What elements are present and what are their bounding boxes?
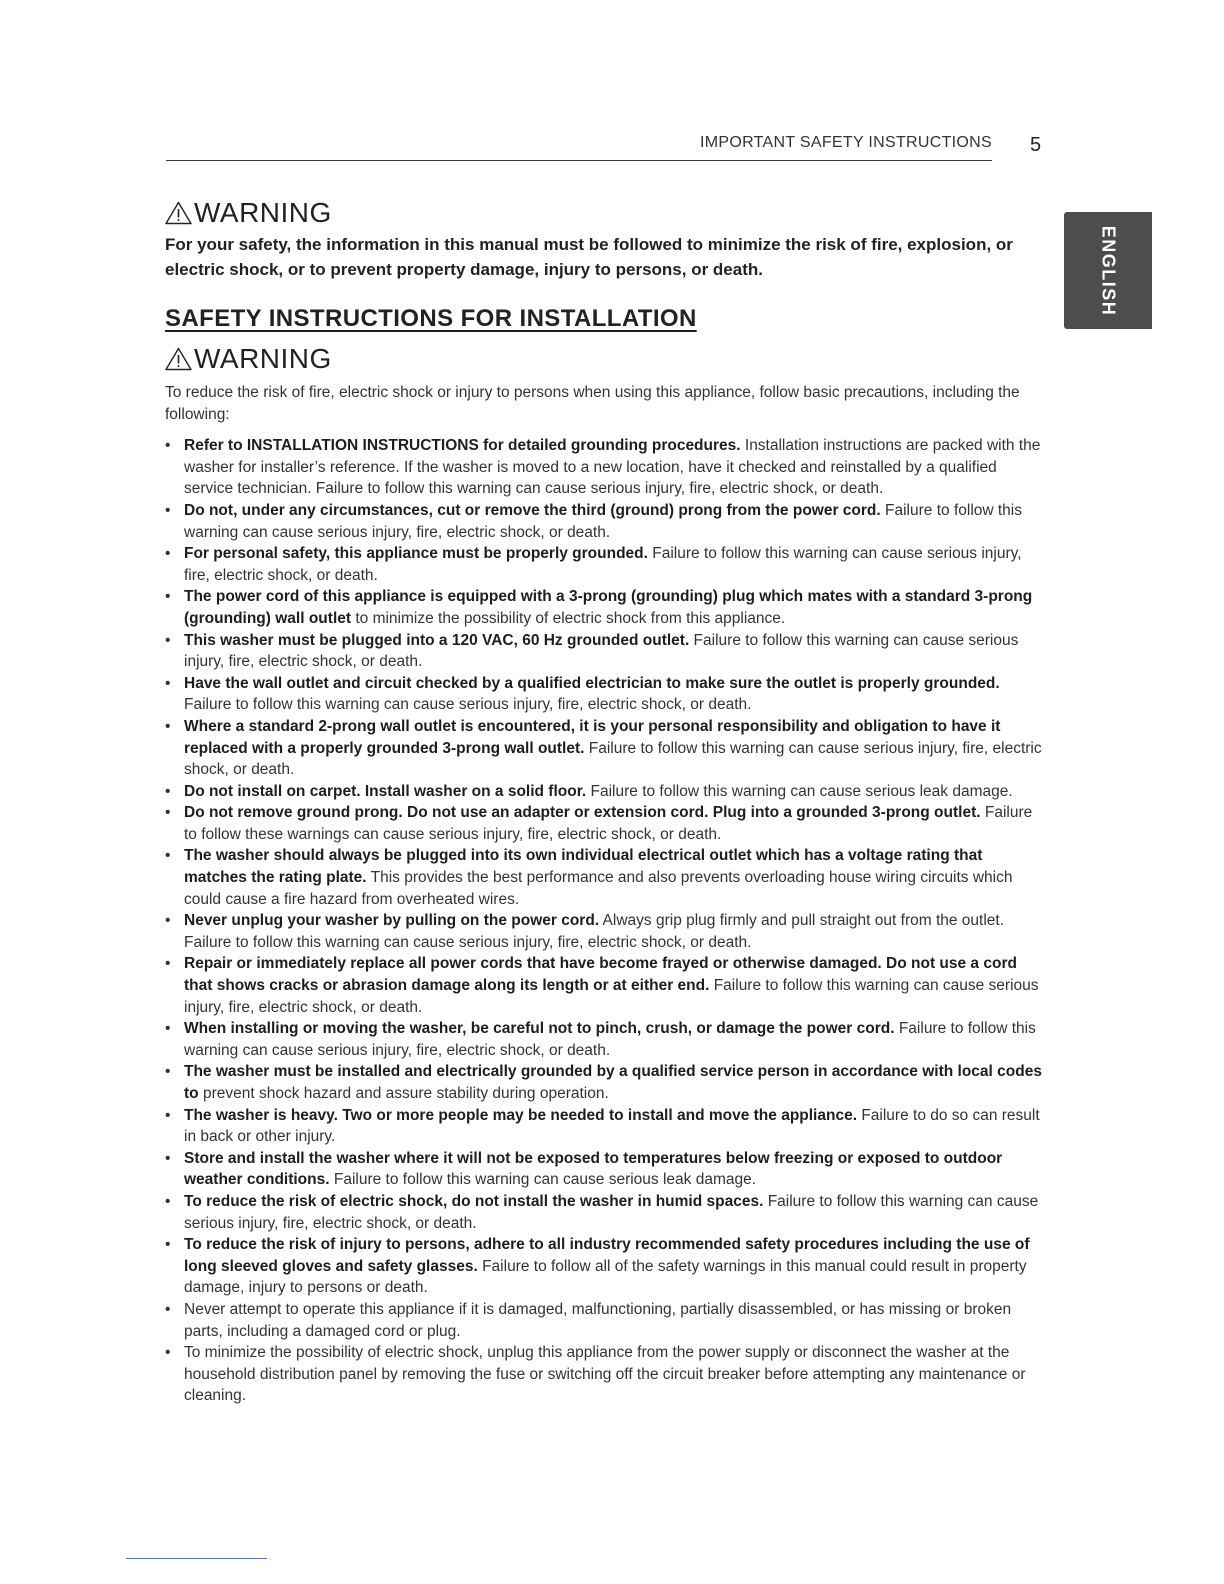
item-text: Failure to do so can result in back or other injury. bbox=[184, 1106, 1040, 1146]
list-item bbox=[165, 1342, 1045, 1407]
list-item bbox=[165, 1191, 1045, 1234]
list-item bbox=[165, 673, 1045, 716]
list-item bbox=[165, 1018, 1045, 1061]
item-text: Failure to follow this warning can cause serious leak damage. bbox=[586, 782, 1013, 800]
item-bold: Repair or immediately replace all power cords that have become frayed or otherwise damaged. Do not use a cord that shows cracks or abrasion damage along its length or at either end. bbox=[184, 955, 1017, 995]
page-number: 5 bbox=[1030, 134, 1042, 156]
list-item bbox=[165, 1234, 1045, 1299]
item-text: Failure to follow this warning can cause serious injury, fire, electric shock, or death. bbox=[184, 545, 1022, 584]
item-bold: For personal safety, this appliance must be properly grounded. bbox=[184, 545, 648, 563]
header-title: IMPORTANT SAFETY INSTRUCTIONS bbox=[700, 134, 992, 151]
list-item bbox=[165, 953, 1045, 1018]
item-bold: To reduce the risk of electric shock, do not install the washer in humid spaces. bbox=[184, 1192, 764, 1210]
main-content bbox=[165, 196, 1045, 1407]
item-bold: Do not, under any circumstances, cut or remove the third (ground) prong from the power cord. bbox=[184, 501, 881, 519]
safety-list bbox=[165, 435, 1045, 1407]
item-bold: Do not install on carpet. Install washer on a solid floor. bbox=[184, 782, 587, 800]
list-item bbox=[165, 1299, 1045, 1342]
item-text: Never attempt to operate this appliance if it is damaged, malfunctioning, partially disassembled, or has missing or broken parts, including a damaged cord or plug. bbox=[184, 1300, 1012, 1340]
warning-heading-install bbox=[165, 342, 1045, 376]
list-item bbox=[165, 586, 1045, 629]
section-title: SAFETY INSTRUCTIONS FOR INSTALLATION bbox=[165, 305, 697, 332]
warning-intro: To reduce the risk of fire, electric shock or injury to persons when using this appliance, follow basic precautions, including the following: bbox=[165, 384, 1020, 423]
item-text: Failure to follow all of the safety warnings in this manual could result in property damage, injury to persons or death. bbox=[184, 1257, 1027, 1297]
list-item bbox=[165, 781, 1045, 803]
item-text: Failure to follow this warning can cause serious leak damage. bbox=[329, 1171, 757, 1189]
list-item bbox=[165, 500, 1045, 543]
item-text: Failure to follow this warning can cause serious injury, fire, electric shock, or death. bbox=[184, 501, 1022, 541]
language-tab bbox=[1064, 212, 1152, 329]
item-bold: Store and install the washer where it will not be exposed to temperatures below freezing or exposed to outdoor weather conditions. bbox=[184, 1149, 1003, 1189]
item-bold: When installing or moving the washer, be careful not to pinch, crush, or damage the power cord. bbox=[184, 1020, 895, 1038]
item-bold: Where a standard 2-prong wall outlet is encountered, it is your personal responsibility and obligation to have it replaced with a properly grounded 3-prong wall outlet. bbox=[184, 717, 1001, 757]
page-header bbox=[166, 134, 992, 161]
item-bold: Refer to INSTALLATION INSTRUCTIONS for detailed grounding procedures. bbox=[184, 437, 741, 455]
item-text: Always grip plug firmly and pull straight out from the outlet. Failure to follow this warning can cause serious injury, fire, electric shock, or death. bbox=[184, 912, 1005, 951]
item-text: Failure to follow this warning can cause serious injury, fire, electric shock, or death. bbox=[184, 739, 1042, 779]
warning-text: For your safety, the information in this manual must be followed to minimize the risk of fire, explosion, or electric shock, or to prevent property damage, injury to persons, or death. bbox=[165, 235, 1013, 279]
item-bold: This washer must be plugged into a 120 VAC, 60 Hz grounded outlet. bbox=[184, 631, 690, 649]
warning-label: WARNING bbox=[194, 197, 332, 228]
list-item bbox=[165, 1105, 1045, 1148]
item-bold: The washer must be installed and electrically grounded by a qualified service person in accordance with local codes to bbox=[184, 1063, 1042, 1102]
list-item bbox=[165, 630, 1045, 673]
list-item bbox=[165, 1148, 1045, 1191]
list-item bbox=[165, 910, 1045, 953]
item-text: prevent shock hazard and assure stability during operation. bbox=[198, 1085, 609, 1102]
item-bold: The power cord of this appliance is equipped with a 3-prong (grounding) plug which mates with a standard 3-prong (grounding) wall outlet bbox=[184, 588, 1033, 627]
item-bold: Never unplug your washer by pulling on the power cord. bbox=[184, 912, 600, 930]
item-text: Failure to follow this warning can cause serious injury, fire, electric shock, or death. bbox=[184, 631, 1019, 671]
item-text: Failure to follow these warnings can cause serious injury, fire, electric shock, or death. bbox=[184, 804, 1033, 843]
warning-triangle-icon bbox=[165, 201, 192, 225]
item-bold: Have the wall outlet and circuit checked by a qualified electrician to make sure the outlet is properly grounded. bbox=[184, 674, 1000, 692]
item-text: Failure to follow this warning can cause serious injury, fire, electric shock, or death. bbox=[184, 696, 752, 714]
list-item bbox=[165, 802, 1045, 845]
item-text: Failure to follow this warning can cause serious injury, fire, electric shock, or death. bbox=[184, 977, 1039, 1016]
item-text: Failure to follow this warning can cause serious injury, fire, electric shock, or death. bbox=[184, 1020, 1036, 1059]
item-text: To minimize the possibility of electric shock, unplug this appliance from the power supply or disconnect the washer at the household distribution panel by removing the fuse or switching off the circuit breaker before attempting any maintenance or cleaning. bbox=[184, 1344, 1026, 1405]
item-bold: The washer should always be plugged into its own individual electrical outlet which has a voltage rating that matches the rating plate. bbox=[184, 847, 983, 887]
item-bold: To reduce the risk of injury to persons, adhere to all industry recommended safety procedures including the use of long sleeved gloves and safety glasses. bbox=[184, 1236, 1030, 1275]
item-text: Failure to follow this warning can cause serious injury, fire, electric shock, or death. bbox=[184, 1192, 1039, 1232]
list-item bbox=[165, 716, 1045, 781]
list-item bbox=[165, 543, 1045, 586]
footer-rule bbox=[126, 1558, 267, 1559]
list-item bbox=[165, 1061, 1045, 1104]
item-bold: The washer is heavy. Two or more people may be needed to install and move the appliance. bbox=[184, 1106, 858, 1124]
language-tab-label: ENGLISH bbox=[1098, 225, 1119, 316]
item-text: Installation instructions are packed with the washer for installer’s reference. If the washer is moved to a new location, have it checked and reinstalled by a qualified service technician. Failure to follow this warning can cause serious injury, fire, electric shock, or death. bbox=[184, 437, 1041, 498]
item-text: to minimize the possibility of electric shock from this appliance. bbox=[351, 609, 786, 627]
warning-label: WARNING bbox=[194, 343, 332, 374]
item-bold: Do not remove ground prong. Do not use an adapter or extension cord. Plug into a grounded 3-prong outlet. bbox=[184, 804, 981, 822]
list-item bbox=[165, 845, 1045, 910]
list-item bbox=[165, 435, 1045, 500]
warning-heading-top bbox=[165, 196, 1045, 230]
warning-triangle-icon bbox=[165, 347, 192, 371]
item-text: This provides the best performance and also prevents overloading house wiring circuits which could cause a fire hazard from overheated wires. bbox=[184, 869, 1013, 908]
